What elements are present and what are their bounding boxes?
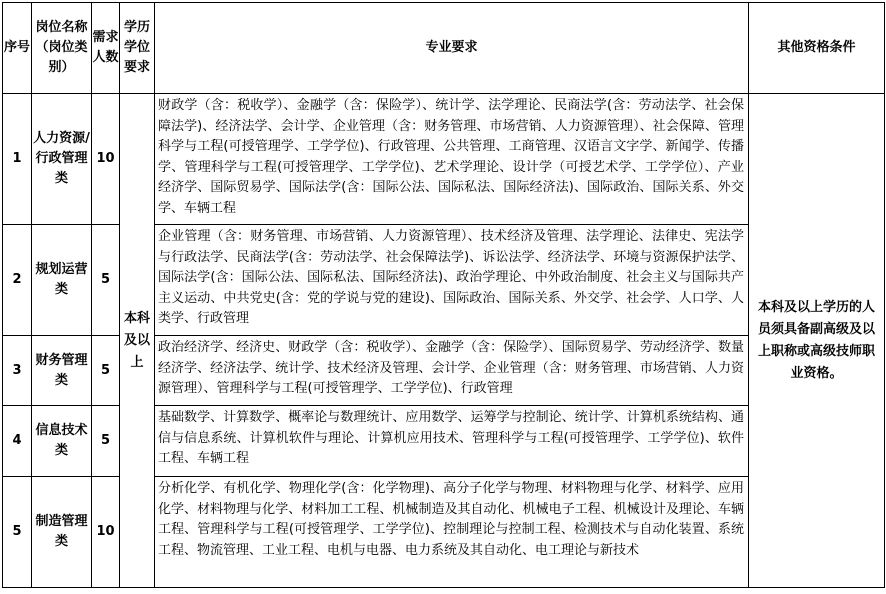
header-count: 需求人数	[92, 3, 120, 94]
row-major: 基础数学、计算数学、概率论与数理统计、应用数学、运筹学与控制论、统计学、计算机系统结构、通信与信息系统、计算机软件与理论、计算机应用技术、管理科学与工程(可授管理学、工学学位)、软件工程、车辆工程	[155, 406, 749, 477]
row-major: 企业管理（含：财务管理、市场营销、人力资源管理）、技术经济及管理、法学理论、法律史、宪法学与行政法学、民商法学(含：劳动法学、社会保障法学)、诉讼法学、经济法学、环境与资源保护法学、国际法学(含：国际公法、国际私法、国际经济法)、政治学理论、中外政治制度、社会主义与国际共产主义运动、中共党史(含：党的学说与党的建设)、国际政治、国际关系、外交学、社会学、人口学、人类学、行政管理	[155, 225, 749, 336]
row-seq: 2	[3, 225, 32, 336]
row-seq: 1	[3, 94, 32, 225]
header-other: 其他资格条件	[749, 3, 885, 94]
row-count: 5	[92, 406, 120, 477]
row-major: 政治经济学、经济史、财政学（含：税收学）、金融学（含：保险学）、国际贸易学、劳动经济学、数量经济学、经济法学、统计学、技术经济及管理、会计学、企业管理（含：财务管理、市场营销、人力资源管理）、管理科学与工程(可授管理学、工学学位)、行政管理	[155, 336, 749, 406]
row-seq: 5	[3, 477, 32, 588]
row-count: 5	[92, 225, 120, 336]
row-major: 财政学（含：税收学）、金融学（含：保险学）、统计学、法学理论、民商法学(含：劳动法学、社会保障法学)、经济法学、会计学、企业管理（含：财务管理、市场营销、人力资源管理）、社会保障、管理科学与工程(可授管理学、工学学位)、行政管理、公共管理、工商管理、汉语言文字学、新闻学、传播学、管理科学与工程(可授管理学、工学学位)、艺术学理论、设计学（可授艺术学、工学学位）、产业经济学、国际贸易学、国际法学(含：国际公法、国际私法、国际经济法)、国际政治、国际关系、外交学、车辆工程	[155, 94, 749, 225]
row-position: 人力资源/行政管理类	[32, 94, 92, 225]
row-count: 5	[92, 336, 120, 406]
row-count: 10	[92, 477, 120, 588]
header-education: 学历学位要求	[120, 3, 155, 94]
row-major: 分析化学、有机化学、物理化学(含：化学物理)、高分子化学与物理、材料物理与化学、材料学、应用化学、材料物理与化学、材料加工工程、机械制造及其自动化、机械电子工程、机械设计及理论、车辆工程、管理科学与工程(可授管理学、工学学位)、控制理论与控制工程、检测技术与自动化装置、系统工程、物流管理、工业工程、电机与电器、电力系统及其自动化、电工理论与新技术	[155, 477, 749, 588]
row-position: 财务管理类	[32, 336, 92, 406]
recruitment-table	[2, 2, 885, 588]
row-count: 10	[92, 94, 120, 225]
row-seq: 3	[3, 336, 32, 406]
header-major: 专业要求	[155, 3, 749, 94]
header-seq: 序号	[3, 3, 32, 94]
table-row	[3, 94, 885, 225]
row-position: 规划运营类	[32, 225, 92, 336]
row-position: 信息技术类	[32, 406, 92, 477]
other-qualifications: 本科及以上学历的人员须具备副高级及以上职称或高级技师职业资格。	[749, 94, 885, 588]
header-position: 岗位名称（岗位类别）	[32, 3, 92, 94]
header-row	[3, 3, 885, 94]
education-requirement: 本科及以上	[120, 94, 155, 588]
row-position: 制造管理类	[32, 477, 92, 588]
row-seq: 4	[3, 406, 32, 477]
